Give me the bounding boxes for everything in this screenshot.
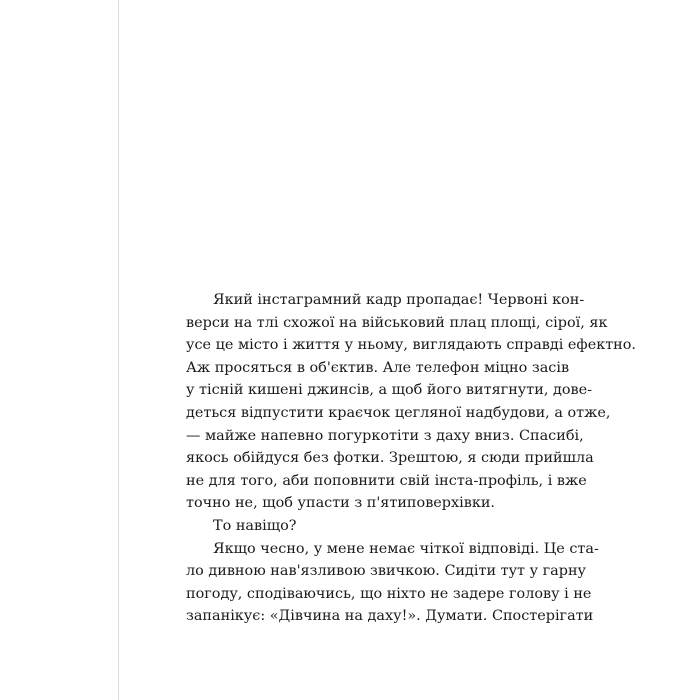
text-line: Який інстаграмний кадр пропадає! Червоні кон- <box>213 292 585 308</box>
text-line: верси на тлі схожої на військовий плац площі, сірої, як <box>186 314 608 331</box>
text-line: не для того, аби поповнити свій інста-профіль, і вже <box>186 472 587 489</box>
text-line: То навіщо? <box>213 517 297 534</box>
text-line: у тісній кишені джинсів, а щоб його витягнути, дове- <box>186 382 592 399</box>
text-line: ло дивною нав'язливою звичкою. Сидіти тут у гарну <box>186 563 587 580</box>
text-line: погоду, сподіваючись, що ніхто не задере голову і не <box>186 585 592 602</box>
text-line: точно не, щоб упасти з п'ятиповерхівки. <box>186 495 495 512</box>
body-text <box>186 289 636 628</box>
page-edge-divider <box>118 0 119 700</box>
text-line: запанікує: «Дівчина на даху!». Думати. Спостерігати <box>186 608 594 625</box>
text-line: Аж просяться в об'єктив. Але телефон міцно засів <box>186 359 570 376</box>
text-line: — майже напевно погуркотіти з даху вниз. Спасибі, <box>186 427 584 444</box>
text-line: деться відпустити краєчок цегляної надбудови, а отже, <box>186 404 611 421</box>
text-line: усе це місто і життя у ньому, виглядають справді ефектно. <box>186 337 636 354</box>
text-line: якось обійдуся без фотки. Зрештою, я сюди прийшла <box>186 450 594 467</box>
text-line: Якщо чесно, у мене немає чіткої відповіді. Це ста- <box>213 540 599 557</box>
